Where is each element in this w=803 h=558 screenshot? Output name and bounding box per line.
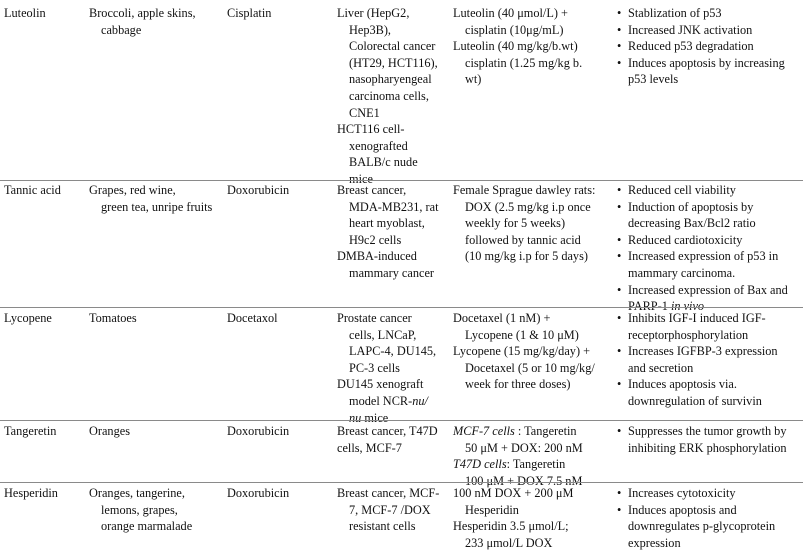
source-line: Grapes, red wine,	[89, 183, 176, 197]
source-cell	[89, 5, 227, 38]
drug-name: Docetaxol	[227, 311, 278, 325]
dose-line: cisplatin (1.25 mg/kg b.	[465, 55, 583, 70]
model-line: DMBA-induced	[337, 249, 417, 264]
drug-name: Cisplatin	[227, 6, 272, 20]
dose-cell	[453, 485, 613, 551]
drug-name: Doxorubicin	[227, 183, 290, 197]
effect-item: • Increased expression of p53 in mammary carcinoma.	[617, 249, 779, 280]
drug-name: Doxorubicin	[227, 424, 290, 438]
effect-item: • Increases IGFBP-3 expression and secretion	[617, 344, 778, 375]
dose-line: week for three doses)	[465, 377, 571, 392]
drug-cell	[227, 485, 327, 502]
dose-line: 50 μM + DOX: 200 nM	[465, 440, 583, 455]
dose-cell	[453, 310, 613, 393]
model-line: resistant cells	[349, 519, 416, 534]
dose-line: T47D cells: Tangeretin	[453, 457, 566, 472]
model-line: DU145 xenograft	[337, 377, 424, 392]
dose-cell	[453, 423, 613, 489]
drug-cell	[227, 182, 327, 199]
model-line: Prostate cancer	[337, 311, 412, 325]
model-line: xenografted	[349, 138, 408, 153]
dose-line: Docetaxel (5 or 10 mg/kg/	[465, 360, 595, 375]
drug-cell	[227, 5, 327, 22]
source-line: Tomatoes	[89, 311, 137, 325]
source-line: cabbage	[101, 22, 142, 37]
source-cell	[89, 182, 227, 215]
model-cell	[337, 5, 453, 188]
effect-item: • Reduced cell viability	[617, 183, 736, 197]
dose-line: Female Sprague dawley rats:	[453, 183, 596, 197]
effect-item: • Stablization of p53	[617, 6, 722, 20]
model-line: BALB/c nude	[349, 155, 418, 170]
dose-line: Hesperidin 3.5 μmol/L;	[453, 519, 569, 534]
compound-name: Luteolin	[4, 6, 46, 20]
source-cell	[89, 310, 227, 327]
model-cell	[337, 423, 453, 456]
dose-line: 100 μM + DOX 7.5 nM	[465, 473, 583, 488]
effect-item: • Induces apoptosis by increasing p53 levels	[617, 55, 785, 87]
effect-item: • Reduced cardiotoxicity	[617, 232, 743, 247]
source-line: orange marmalade	[101, 519, 193, 534]
dose-line: 100 nM DOX + 200 μM	[453, 486, 574, 500]
effect-item: • Reduced p53 degradation	[617, 39, 754, 54]
model-line: H9c2 cells	[349, 232, 402, 247]
compound-cell	[4, 182, 86, 199]
drug-cell	[227, 310, 327, 327]
dose-line: Docetaxel (1 nM) +	[453, 311, 551, 325]
model-line: cells, MCF-7	[337, 440, 402, 455]
effect-item: • Suppresses the tumor growth by inhibiting ERK phosphorylation	[617, 424, 787, 455]
model-line: mice	[349, 171, 373, 186]
model-line: MDA-MB231, rat	[349, 199, 439, 214]
dose-line: 233 μmol/L DOX	[465, 535, 553, 550]
source-line: Oranges, tangerine,	[89, 486, 185, 500]
drug-cell	[227, 423, 327, 440]
effect-cell	[615, 310, 803, 410]
compound-name: Hesperidin	[4, 486, 58, 500]
model-line: model NCR-nu/	[349, 393, 428, 408]
effect-item: • Increased JNK activation	[617, 22, 753, 37]
row-divider	[0, 482, 803, 483]
effect-cell	[615, 5, 803, 88]
source-line: green tea, unripe fruits	[101, 199, 213, 214]
row-divider	[0, 307, 803, 308]
compound-name: Lycopene	[4, 311, 52, 325]
model-line: cells, LNCaP,	[349, 327, 417, 342]
compound-cell	[4, 5, 86, 22]
model-cell	[337, 485, 453, 535]
model-line: Breast cancer, T47D	[337, 424, 438, 438]
dose-line: (10 mg/kg i.p for 5 days)	[465, 249, 588, 264]
dose-line: wt)	[465, 72, 482, 87]
dose-line: Luteolin (40 μmol/L) +	[453, 6, 568, 20]
effect-cell	[615, 485, 803, 551]
compound-name: Tannic acid	[4, 183, 61, 197]
model-cell	[337, 310, 453, 426]
model-line: carcinoma cells,	[349, 88, 429, 103]
effect-cell	[615, 423, 803, 456]
row-divider	[0, 420, 803, 421]
dose-line: Lycopene (15 mg/kg/day) +	[453, 344, 591, 359]
compound-name: Tangeretin	[4, 424, 57, 438]
compound-cell	[4, 423, 86, 440]
model-line: PC-3 cells	[349, 360, 400, 375]
effect-item: • Increases cytotoxicity	[617, 486, 736, 500]
model-line: 7, MCF-7 /DOX	[349, 502, 431, 517]
dose-line: Luteolin (40 mg/kg/b.wt)	[453, 39, 578, 54]
dose-line: MCF-7 cells : Tangeretin	[453, 424, 577, 438]
dose-cell	[453, 182, 613, 265]
dose-line: weekly for 5 weeks)	[465, 216, 566, 231]
compound-cell	[4, 485, 86, 502]
model-line: Colorectal cancer	[349, 39, 436, 54]
model-line: nu mice	[349, 410, 389, 425]
source-cell	[89, 485, 227, 535]
effect-item: • Induces apoptosis via. downregulation of survivin	[617, 377, 762, 408]
model-line: mammary cancer	[349, 265, 435, 280]
model-line: Breast cancer, MCF-	[337, 486, 440, 500]
source-line: Oranges	[89, 424, 130, 438]
dose-cell	[453, 5, 613, 88]
model-line: heart myoblast,	[349, 216, 425, 231]
source-cell	[89, 423, 227, 440]
model-line: Breast cancer,	[337, 183, 407, 197]
dose-line: cisplatin (10μg/mL)	[465, 22, 564, 37]
effect-item: • Increased expression of Bax and PARP-1 in vivo	[617, 282, 788, 314]
source-line: lemons, grapes,	[101, 502, 178, 517]
model-cell	[337, 182, 453, 282]
source-line: Broccoli, apple skins,	[89, 6, 196, 20]
model-line: CNE1	[349, 105, 380, 120]
model-line: nasopharyengeal	[349, 72, 432, 87]
drug-name: Doxorubicin	[227, 486, 290, 500]
model-line: Liver (HepG2,	[337, 6, 410, 20]
effect-item: • Inhibits IGF-I induced IGF- receptorphosphorylation	[617, 311, 766, 342]
dose-line: Hesperidin	[465, 502, 519, 517]
dose-line: followed by tannic acid	[465, 232, 581, 247]
row-divider	[0, 180, 803, 181]
model-line: LAPC-4, DU145,	[349, 344, 437, 359]
compound-cell	[4, 310, 86, 327]
model-line: Hep3B),	[349, 22, 392, 37]
model-line: HCT116 cell-	[337, 122, 405, 137]
effect-item: • Induces apoptosis and downregulates p-glycoprotein expression	[617, 502, 776, 550]
model-line: (HT29, HCT116),	[349, 55, 438, 70]
effect-cell	[615, 182, 803, 315]
dose-line: Lycopene (1 & 10 μM)	[465, 327, 579, 342]
dose-line: DOX (2.5 mg/kg i.p once	[465, 199, 591, 214]
effect-item: • Induction of apoptosis by decreasing Bax/Bcl2 ratio	[617, 199, 756, 231]
